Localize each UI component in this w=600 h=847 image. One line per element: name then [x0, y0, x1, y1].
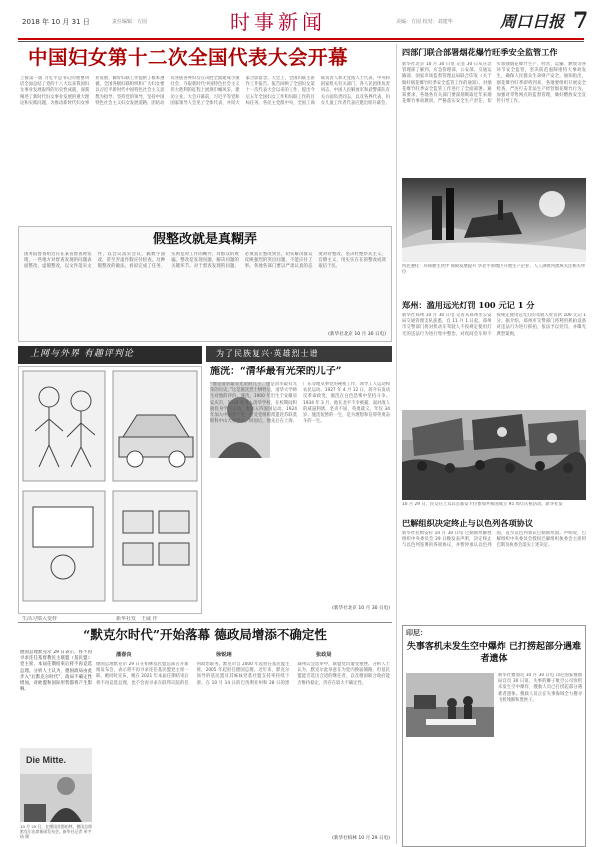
- masthead-date: 2018 年 10 月 31 日: [22, 18, 90, 26]
- cartoon-panels: [18, 366, 202, 614]
- article4-body: 新华社拉姆安拉 10 月 30 日电 巴勒斯坦解放组织中央委员会 29 日晚发表声明，决定终止与以色列签署的各项协议，并暂停承认以色列国，直至以色列承认巴勒斯坦国。声明说，巴解组织中央委员会授权巴解组织执委会主席阿巴斯及执委会落实上述决定。: [402, 531, 586, 549]
- masthead-rule: [18, 38, 584, 40]
- article2-headline: 四部门联合部署烟花爆竹旺季安全监管工作: [402, 47, 558, 57]
- profile-headline: 施洸：“清华最有光荣的儿子”: [210, 366, 342, 377]
- bottom-credit: (新华社柏林 10 月 29 日电): [332, 836, 390, 841]
- cartoon-illustrations: [19, 367, 201, 613]
- bottom-author-1: 潘春良: [116, 652, 132, 658]
- bottom-photo: [20, 748, 92, 822]
- bottom-photo-text: Die Mitte.: [26, 755, 67, 765]
- masthead-rule-dark: [18, 41, 584, 42]
- rescue-photo: [406, 673, 494, 737]
- bottom-photo-caption: 10 月 29 日，在德国首都柏林，德国总理默克尔出席新闻发布会。新华社记者 单宇琦 摄: [20, 824, 92, 839]
- smoke-stack-photo: [402, 178, 586, 262]
- paper-logo: 周口日报: [500, 12, 565, 31]
- article5-body: 新华社雅加达 10 月 30 日电 印尼国家搜救局官员 30 日说，失事的狮子航空公司客机未发生空中爆炸，搜救人员已打捞起部分遇难者遗体。搜救人员正在失事海域全力搜寻飞机残骸和黑匣子。: [498, 673, 582, 703]
- commentary-credit: (新华社北京 10 月 30 日电): [328, 332, 386, 337]
- article5-headline: 失事客机未发生空中爆炸 已打捞起部分遇难者遗体: [406, 642, 582, 664]
- bottom-headline: “默克尔时代”开始落幕 德政局增添不确定性: [83, 627, 327, 642]
- cartoon-caption-right: 新华社发 王威 作: [116, 616, 158, 622]
- masthead-editor: 责任编辑：方园: [112, 19, 148, 25]
- article2-photo-caption: 河北遵化：环保催生伙伴 保障发展提升 华北平原地区开展生产企业、人工湖黄河流域关注相关单位: [402, 264, 586, 275]
- article4-photo: [402, 410, 586, 500]
- profile-body: “他是清华最有光荣的儿子，也是清华最有光荣的历史。”这是施洸烈士牺牲后，清华大学师生对他的评价。施洸，1900 年出生于安徽省安庆市，1918 年考入清华学校，在校期间积极投身学生运动，参加五四爱国运动。1924 年加入中国共产党，后受党组织派遣赴苏联莫斯科中山大学学习。回国后，他先后在上海、广东等地从事党的秘密工作，领导工人运动和农民运动。1927 年 4 月 12 日，蒋介石发动反革命政变，施洸在白色恐怖中坚持斗争。1934 年 3 月，他在北平不幸被捕，面对敌人的威逼利诱，坚贞不屈，英勇就义，年仅 34 岁。施洸短暂的一生，是为理想和信仰英勇奋斗的一生。: [210, 382, 390, 425]
- article2-body: 新华社北京 10 月 30 日电 记者 30 日从应急管理部了解到，应急管理部、公安部、交通运输部、国家市场监督管理总局联合印发《关于做好烟花爆竹旺季安全监管工作的通知》，对烟花爆竹旺季安全监管工作进行了全面部署。通知要求，各地各有关部门要深刻吸取近年来烟花爆竹事故教训，严格落实安全生产责任，切实加强烟花爆竹生产、经营、运输、燃放等各环节安全监管，坚决防范遏制重特大事故发生，确保人民群众生命财产安全。通知指出，烟花爆竹旺季即将到来，各地要组织开展安全检查，严厉打击非法生产经营烟花爆竹行为，加强对零售网点的监督管理，做好燃放安全宣传引导工作。: [402, 62, 586, 105]
- section-title: 时事新闻: [230, 10, 326, 34]
- article3-headline: 郑州：滥用远光灯罚 100 元记 1 分: [402, 300, 535, 310]
- bottom-lede: 德国总理默克尔 29 日表示，将不再寻求连任基督教民主联盟（基民盟）党主席，本届任期结束后将不再竞选总理。分析人士认为，德国政局由此步入“后默克尔时代”，政局不确定性增加，对欧盟和国际形势都将产生影响。: [20, 650, 92, 693]
- lead-headline: 中国妇女第十二次全国代表大会开幕: [28, 46, 349, 69]
- profile-banner-text: 为了民族复兴·英雄烈士谱: [216, 349, 319, 358]
- lead-body: 上接第一版 习近平总书记的重要讲话全面总结了党的十八大以来我国妇女事业发展取得的历史性成就，深刻阐述了新时代妇女事业发展的重大理论和实践问题，为推动新时代妇女事业发展、做好妇联工作提供了根本遵循。全国各级妇联组织和广大妇女要以习近平新时代中国特色社会主义思想为指导，坚持党的领导，坚持中国特色社会主义妇女发展道路，团结动员各族各界妇女在决胜全面建成小康社会、夺取新时代中国特色社会主义伟大胜利的征程上展现巾帼风采，建功立业。大会开幕前，习近平等党和国家领导人会见了全体代表，并同大家合影留念。大会上，全国妇联主席作工作报告。报告回顾了全国妇女第十一次代表大会以来的工作，提出今后五年全国妇女工作和妇联工作的目标任务。各民主党派中央、全国工商联负责人和无党派人士代表，中央和国家机关有关部门、各人民团体负责同志，中国人民解放军和武警部队有关方面负责同志，以及各界代表、妇女儿童工作者代表应邀出席开幕会。: [20, 76, 390, 106]
- masthead-proof: 美编：方园 校对：刘建华: [396, 19, 453, 25]
- article4-photo-caption: 10 月 29 日，民众在土耳其首都安卡拉参加共和国成立 95 周年庆祝活动。新华社发: [402, 502, 563, 507]
- flag-crowd-photo: [402, 410, 586, 500]
- cartoon-caption-left: 生活习惯入变样: [22, 616, 58, 622]
- bottom-author-2: 徐锐翊: [216, 652, 232, 658]
- article5-kicker: 印尼：: [406, 629, 427, 637]
- profile-credit: (新华社北京 10 月 30 日电): [332, 606, 390, 611]
- article3-body: 新华社郑州 10 月 30 日电 记者从郑州市公安局交通管理支队获悉，自 11 月 1 日起，郑州市交警部门将对机动车驾驶人不按规定使用灯光的违法行为进行集中整治，对夜间会车时不按规定使用远光灯的驾驶人处罚款 100 元记 1 分。据介绍，郑州市交警部门将利用抓拍设备对违法行为进行抓拍，依法予以处罚，并曝光典型案例。: [402, 313, 586, 337]
- commentary-body: 国务院督查组近日在某省督查时发现，一些地方对督查发现的问题表面整改、虚假整改，以文件落实文件，以会议落实会议，搞数字游戏，甚至弄虚作假应付检查。这种假整改的做法，看似完成了任务，实则是对工作的糊弄，对群众的欺骗。整改是发现问题、解决问题的关键环节。对于督查发现的问题，必须真正整改到位，切实解决群众反映强烈的突出问题，不能应付了事。各地各部门要以严肃认真的态度对待整改，坚决杜绝形式主义、官僚主义，用实实在在的整改成效取信于民。: [24, 252, 386, 270]
- commentary-headline: 假整改就是真糊弄: [152, 232, 257, 247]
- bottom-rule: [18, 622, 392, 623]
- article4-headline: 巴解组织决定终止与以色列各项协议: [402, 518, 534, 528]
- column-divider: [396, 44, 397, 844]
- bottom-body: 德国总理默克尔 29 日在柏林基民盟总部召开新闻发布会，表示将不再寻求连任基民盟党主席一职。她同时宣布，她在 2021 年本届任期结束后将不再竞选总理，也不会再寻求在联邦议院的任何政治职务。默克尔自 2000 年起担任基民盟主席，2005 年起担任德国总理。近年来，默克尔领导的基民盟及其姊妹党基社盟支持率持续下滑。在 10 月 14 日的巴伐利亚州和 28 日的黑森州议会选举中，联盟党均遭受重挫。分析人士认为，默克尔此举意在为党内换届铺路，但基民盟能否选出合适的继任者，以及德国联合政府能否维持稳定，仍存在较大不确定性。: [96, 662, 390, 686]
- cartoon-header-text: 上网与外界 有趣评判论: [30, 349, 134, 359]
- article2-photo: [402, 178, 586, 262]
- page-number: 7: [573, 8, 589, 34]
- bottom-author-3: 张政局: [316, 652, 332, 658]
- article5-photo: [406, 673, 494, 737]
